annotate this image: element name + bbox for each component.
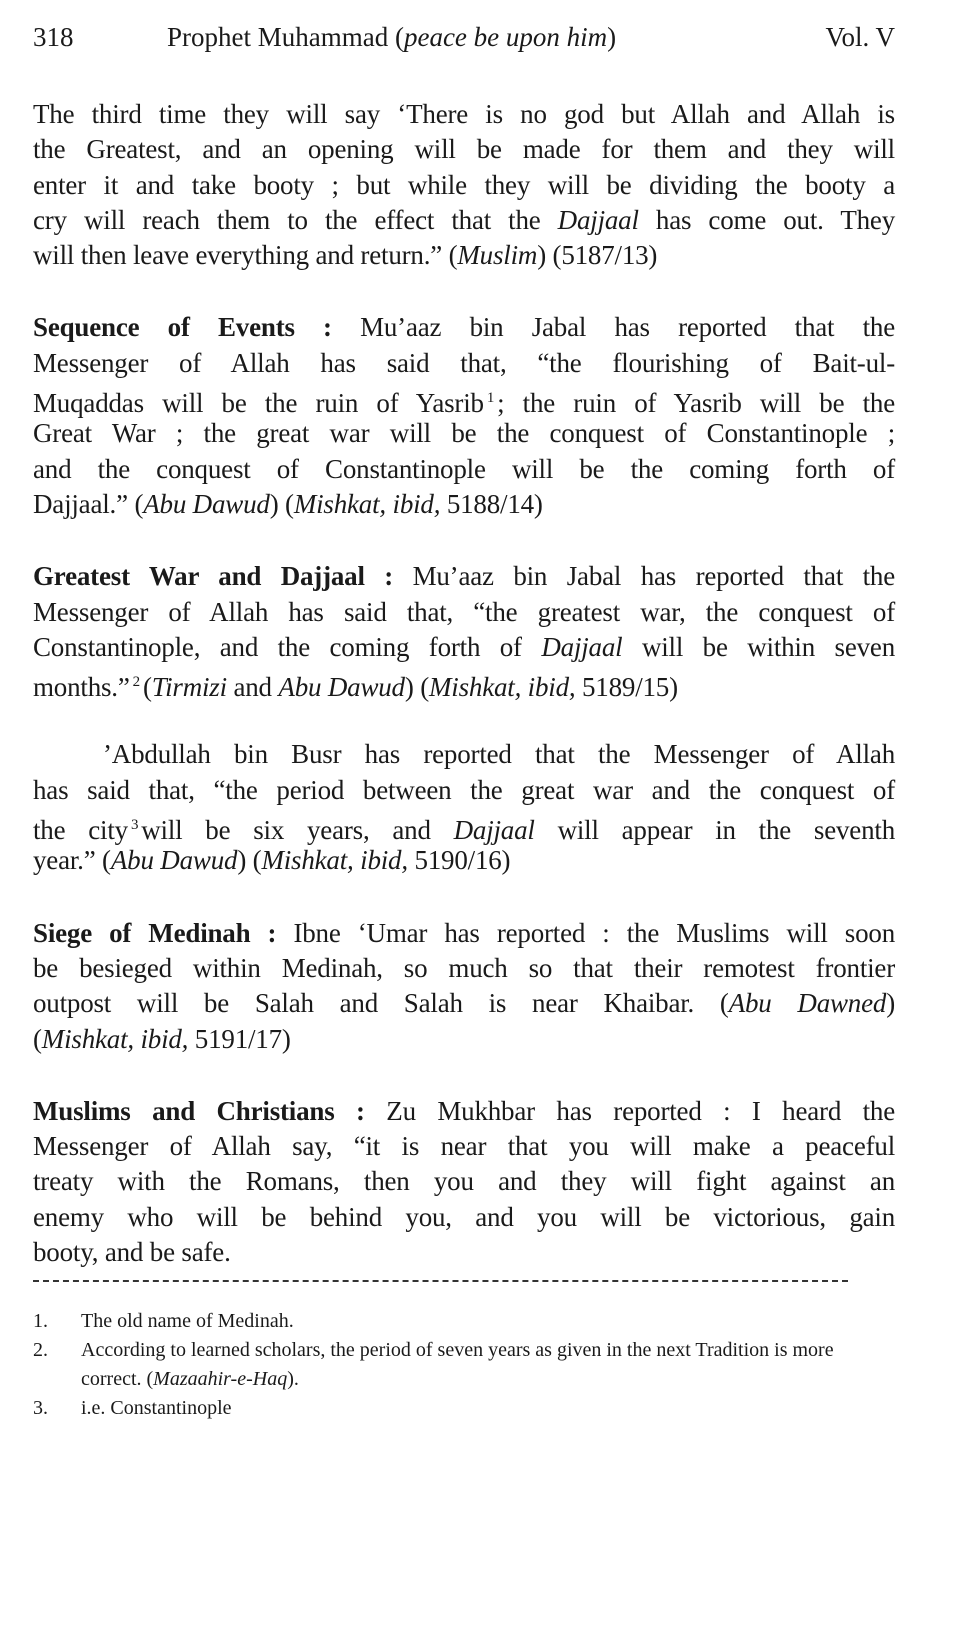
footnote-ref: 3	[130, 817, 139, 834]
italic-text: Tirmizi	[151, 672, 227, 703]
paragraph	[33, 97, 895, 273]
text-run: ) (	[237, 845, 262, 876]
text-run: Muqaddas will be the ruin of Yasrib	[33, 388, 484, 419]
paragraph	[33, 559, 896, 703]
text-line	[33, 381, 895, 419]
text-run: ) (5187/13)	[537, 240, 658, 271]
text-run: ) (	[269, 488, 294, 519]
text-run: will appear in the seventh	[534, 815, 895, 846]
text-line	[33, 559, 895, 594]
text-line	[33, 665, 895, 703]
italic-text: Mishkat, ibid,	[293, 488, 441, 519]
text-run: has said that, “the period between the great war and the conquest of	[33, 774, 895, 805]
page-number: 318	[33, 22, 74, 52]
text-run: )	[886, 988, 895, 1019]
text-line	[33, 986, 895, 1021]
text-line	[33, 595, 895, 630]
italic-text: Abu Dawud	[278, 672, 405, 703]
italic-text: Mishkat, ibid,	[429, 672, 576, 703]
text-line	[33, 97, 895, 132]
page-header	[33, 22, 895, 58]
footnote	[33, 1336, 863, 1394]
text-run: According to learned scholars, the period of seven years as given in the next Tradition is more correct. (	[81, 1339, 834, 1390]
italic-text: Dajjaal	[557, 204, 639, 235]
text-run: (	[33, 1023, 42, 1054]
text-run: The old name of Medinah.	[81, 1310, 294, 1332]
text-run: will then leave everything and return.” (	[33, 240, 458, 271]
footnote-divider	[33, 1280, 848, 1282]
text-run: Constantinople, and the coming forth of	[33, 631, 542, 662]
text-run: 5191/17)	[188, 1023, 291, 1054]
text-line	[33, 916, 895, 951]
text-line	[33, 416, 895, 451]
text-run: and the conquest of Constantinople will be the coming forth of	[33, 453, 895, 484]
italic-text: Abu Dawud	[110, 845, 238, 876]
text-run: Mu’aaz bin Jabal has reported that the	[393, 561, 896, 592]
text-run: ) (	[404, 672, 429, 703]
text-run: months.”	[33, 672, 130, 703]
text-line	[33, 1094, 895, 1129]
text-run: Great War ; the great war will be the conquest of Constantinople ;	[33, 418, 895, 449]
italic-text: Muslim	[457, 240, 538, 271]
text-line	[33, 1022, 895, 1057]
text-line	[33, 951, 895, 986]
text-line	[33, 737, 895, 772]
text-run: Messenger of Allah has said that, “the greatest war, the conquest of	[33, 596, 895, 627]
paragraph	[33, 916, 895, 1057]
text-run: will be within seven	[622, 631, 895, 662]
section-heading: Muslims and Christians :	[33, 1095, 365, 1126]
text-run: enter it and take booty ; but while they will be dividing the booty a	[33, 169, 895, 200]
text-run: the Greatest, and an opening will be made for them and they will	[33, 134, 895, 165]
footnote-ref: 1	[486, 390, 495, 407]
text-line	[33, 843, 895, 878]
text-run: cry will reach them to the effect that the	[33, 204, 558, 235]
text-run: (	[142, 672, 152, 703]
title-prefix: Prophet Muhammad (	[167, 22, 404, 52]
text-line	[33, 346, 895, 381]
text-run: enemy who will be behind you, and you will be victorious, gain	[33, 1201, 895, 1232]
footnote	[33, 1394, 863, 1423]
text-run: ’Abdullah bin Busr has reported that the Messenger of Allah	[103, 739, 895, 770]
text-run: be besieged within Medinah, so much so that their remotest frontier	[33, 952, 895, 983]
text-run: 5190/16)	[407, 845, 511, 876]
text-line	[33, 132, 895, 167]
footnote-number: 1.	[33, 1310, 48, 1332]
text-run: year.” (	[33, 845, 111, 876]
text-run: Zu Mukhbar has reported : I heard the	[364, 1095, 895, 1126]
text-run: ).	[287, 1368, 299, 1390]
text-line	[33, 203, 895, 238]
running-title	[167, 22, 616, 53]
italic-text: Abu Dawud	[143, 488, 270, 519]
italic-text: Dajjaal	[541, 631, 623, 662]
text-line	[33, 630, 895, 665]
text-run: Messenger of Allah has said that, “the flourishing of Bait-ul-	[33, 347, 895, 378]
title-italic: peace be upon him	[403, 22, 608, 52]
text-run: Ibne ‘Umar has reported : the Muslims will soon	[276, 917, 895, 948]
text-run: 5188/14)	[440, 488, 543, 519]
text-line	[33, 1235, 895, 1270]
footnote	[33, 1307, 863, 1336]
italic-text: Abu Dawned	[728, 988, 887, 1019]
text-line	[33, 1164, 895, 1199]
text-run: Dajjaal.” (	[33, 488, 144, 519]
footnote-number: 3.	[33, 1397, 48, 1419]
text-line	[33, 238, 895, 273]
text-run: i.e. Constantinople	[81, 1397, 232, 1419]
text-line	[33, 452, 895, 487]
text-line	[33, 310, 895, 345]
text-run: Messenger of Allah say, “it is near that you will make a peaceful	[33, 1131, 895, 1162]
paragraph	[33, 737, 895, 878]
text-line	[33, 773, 895, 808]
title-suffix: )	[607, 22, 617, 52]
text-run: treaty with the Romans, then you and they will fight against an	[33, 1166, 895, 1197]
text-run: Mu’aaz bin Jabal has reported that the	[331, 312, 895, 343]
text-run: The third time they will say ‘There is no god but Allah and Allah is	[33, 99, 895, 129]
text-line	[33, 168, 895, 203]
text-run: outpost will be Salah and Salah is near Khaibar. (	[33, 988, 729, 1019]
text-line	[33, 808, 895, 846]
text-run: and	[226, 672, 279, 703]
footnotes	[33, 1307, 863, 1423]
paragraph	[33, 1094, 895, 1270]
italic-text: Mazaahir-e-Haq	[153, 1368, 288, 1390]
volume-label: Vol. V	[825, 22, 895, 52]
footnote-ref: 2	[132, 674, 140, 691]
italic-text: Dajjaal	[453, 815, 535, 846]
section-heading: Greatest War and Dajjaal :	[33, 561, 394, 592]
italic-text: Mishkat, ibid,	[41, 1023, 189, 1054]
text-run: will be six years, and	[141, 815, 454, 846]
text-line	[33, 487, 895, 522]
text-run: has come out. They	[638, 204, 895, 235]
section-heading: Sequence of Events :	[33, 312, 332, 343]
text-run: booty, and be safe.	[33, 1237, 231, 1268]
footnote-number: 2.	[33, 1339, 48, 1361]
paragraph	[33, 310, 895, 522]
text-run: ; the ruin of Yasrib will be the	[497, 388, 895, 419]
text-run: 5189/15)	[575, 672, 678, 703]
text-line	[33, 1200, 895, 1235]
section-heading: Siege of Medinah :	[33, 917, 277, 948]
text-run: the city	[33, 815, 128, 846]
text-line	[33, 1129, 895, 1164]
italic-text: Mishkat, ibid,	[261, 845, 408, 876]
page-body	[33, 97, 895, 1307]
